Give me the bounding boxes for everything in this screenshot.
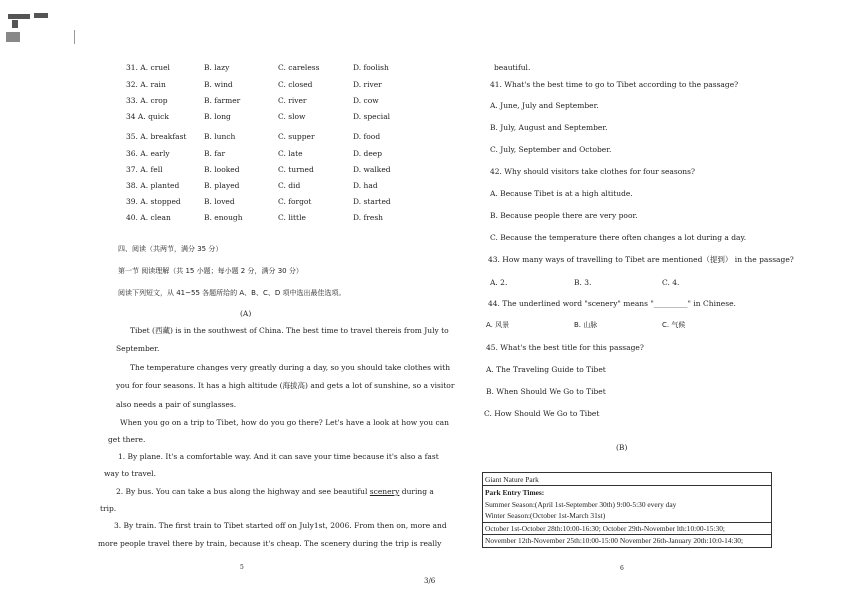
- option-c: C. forgot: [278, 197, 312, 206]
- option: C. 4.: [662, 278, 680, 287]
- sheet-number: 3/6: [424, 577, 436, 585]
- option: A. Because Tibet is at a high altitude.: [490, 189, 633, 198]
- option-a: 35. A. breakfast: [126, 132, 187, 141]
- option-c: C. closed: [278, 80, 313, 89]
- park-info-table: [482, 472, 772, 548]
- option-d: D. started: [353, 197, 391, 206]
- paragraph-line: 3. By train. The first train to Tibet started off on July1st, 2006. From then on, more and: [114, 521, 447, 530]
- option: C. 气候: [662, 321, 686, 329]
- option-d: D. fresh: [353, 213, 383, 222]
- option: B. 3.: [574, 278, 592, 287]
- table-divider: [483, 534, 771, 535]
- paragraph-line: way to travel.: [104, 469, 156, 478]
- option: B. 山脉: [574, 321, 598, 329]
- paragraph-line: Tibet (西藏) is in the southwest of China. The best time to travel thereis from July to: [130, 326, 449, 335]
- text-run: 2. By bus. You can take a bus along the highway and see beautiful: [116, 487, 368, 496]
- option-a: 40. A. clean: [126, 213, 171, 222]
- option-a: 39. A. stopped: [126, 197, 181, 206]
- winter-times-row: October 1st-October 28th:10:00-16:30; October 29th-November lth:10:00-15:30;: [485, 524, 725, 533]
- option-a: 36. A. early: [126, 149, 170, 158]
- option-b: B. farmer: [204, 96, 241, 105]
- page-number: 6: [620, 565, 624, 572]
- option: A. The Traveling Guide to Tibet: [486, 365, 606, 374]
- option-d: D. food: [353, 132, 381, 141]
- paragraph-line: When you go on a trip to Tibet, how do you go there? Let's have a look at how you can: [120, 418, 449, 427]
- passage-a-label: (A): [240, 309, 252, 318]
- option-c: C. late: [278, 149, 303, 158]
- option-b: B. enough: [204, 213, 243, 222]
- option: B. July, August and September.: [490, 123, 608, 132]
- question-44: 44. The underlined word "scenery" means "_________" in Chinese.: [488, 299, 736, 308]
- option-d: D. walked: [353, 165, 391, 174]
- option-b: B. loved: [204, 197, 235, 206]
- option-c: C. river: [278, 96, 307, 105]
- paragraph-line: The temperature changes very greatly during a day, so you should take clothes with: [130, 363, 451, 372]
- option: C. July, September and October.: [490, 145, 612, 154]
- paragraph-line: 1. By plane. It's a comfortable way. And it can save your time because it's also a fast: [118, 452, 439, 461]
- option-c: C. careless: [278, 63, 320, 72]
- paragraph-line: you for four seasons. It has a high altitude (海拔高) and gets a lot of sunshine, so a visitor: [116, 381, 455, 390]
- option-a: 33. A. crop: [126, 96, 168, 105]
- option-b: B. long: [204, 112, 231, 121]
- summer-season: Summer Season:(April 1st-September 30th) 9:00-5:30 every day: [485, 500, 677, 509]
- page-number: 5: [240, 564, 244, 571]
- text-run: during a: [401, 487, 434, 496]
- option: B. When Should We Go to Tibet: [486, 387, 606, 396]
- option-c: C. supper: [278, 132, 315, 141]
- section-heading: 四、阅读（共两节，满分 35 分）: [118, 245, 223, 253]
- table-divider: [483, 522, 771, 523]
- winter-times-row: November 12th-November 25th:10:00-15:00 November 26th-January 20th:10:0-14:30;: [485, 536, 744, 545]
- option-c: C. turned: [278, 165, 314, 174]
- option-b: B. lazy: [204, 63, 230, 72]
- option-d: D. foolish: [353, 63, 389, 72]
- question-42: 42. Why should visitors take clothes for four seasons?: [490, 167, 695, 176]
- option: A. 2.: [490, 278, 508, 287]
- question-43: 43. How many ways of travelling to Tibet are mentioned（提到） in the passage?: [488, 255, 794, 264]
- paragraph-line: also needs a pair of sunglasses.: [116, 400, 237, 409]
- option-c: C. little: [278, 213, 306, 222]
- option-a: 31. A. cruel: [126, 63, 170, 72]
- option-d: D. had: [353, 181, 378, 190]
- paragraph-line: [116, 488, 434, 496]
- option-a: 38. A. planted: [126, 181, 180, 190]
- option-b: B. far: [204, 149, 226, 158]
- paragraph-line: get there.: [108, 435, 146, 444]
- passage-b-label: (B): [616, 443, 628, 452]
- question-45: 45. What's the best title for this passage?: [486, 343, 644, 352]
- paragraph-line: September.: [116, 344, 160, 353]
- option: A. 风景: [486, 321, 510, 329]
- section-subheading: 第一节 阅读理解（共 15 小题；每小题 2 分，满分 30 分）: [118, 267, 303, 275]
- option-d: D. cow: [353, 96, 379, 105]
- option-d: D. special: [353, 112, 391, 121]
- park-name: Giant Nature Park: [485, 475, 539, 484]
- question-41: 41. What's the best time to go to Tibet according to the passage?: [490, 80, 739, 89]
- option: B. Because people there are very poor.: [490, 211, 638, 220]
- option-c: C. did: [278, 181, 301, 190]
- option-b: B. played: [204, 181, 240, 190]
- option: C. Because the temperature there often changes a lot during a day.: [490, 233, 747, 242]
- underlined-word: scenery: [369, 487, 400, 496]
- paragraph-line: more people travel there by train, because it's cheap. The scenery during the trip is really: [98, 539, 442, 548]
- option-b: B. lunch: [204, 132, 236, 141]
- option: C. How Should We Go to Tibet: [484, 409, 600, 418]
- option-b: B. wind: [204, 80, 233, 89]
- option-a: 37. A. fell: [126, 165, 163, 174]
- entry-title: Park Entry Times:: [485, 488, 545, 497]
- option-a: 32. A. rain: [126, 80, 166, 89]
- option-d: D. river: [353, 80, 382, 89]
- table-divider: [483, 485, 771, 486]
- option-c: C. slow: [278, 112, 306, 121]
- paragraph-line: beautiful.: [494, 63, 531, 72]
- winter-season: Winter Season:(October 1st-March 31st): [485, 511, 606, 520]
- option-a: 34 A. quick: [126, 112, 169, 121]
- paragraph-line: trip.: [100, 504, 117, 513]
- option-d: D. deep: [353, 149, 382, 158]
- instruction: 阅读下列短文，从 41~55 各题所给的 A、B、C、D 项中选出最佳选项。: [118, 289, 346, 297]
- option-b: B. looked: [204, 165, 240, 174]
- option: A. June, July and September.: [490, 101, 599, 110]
